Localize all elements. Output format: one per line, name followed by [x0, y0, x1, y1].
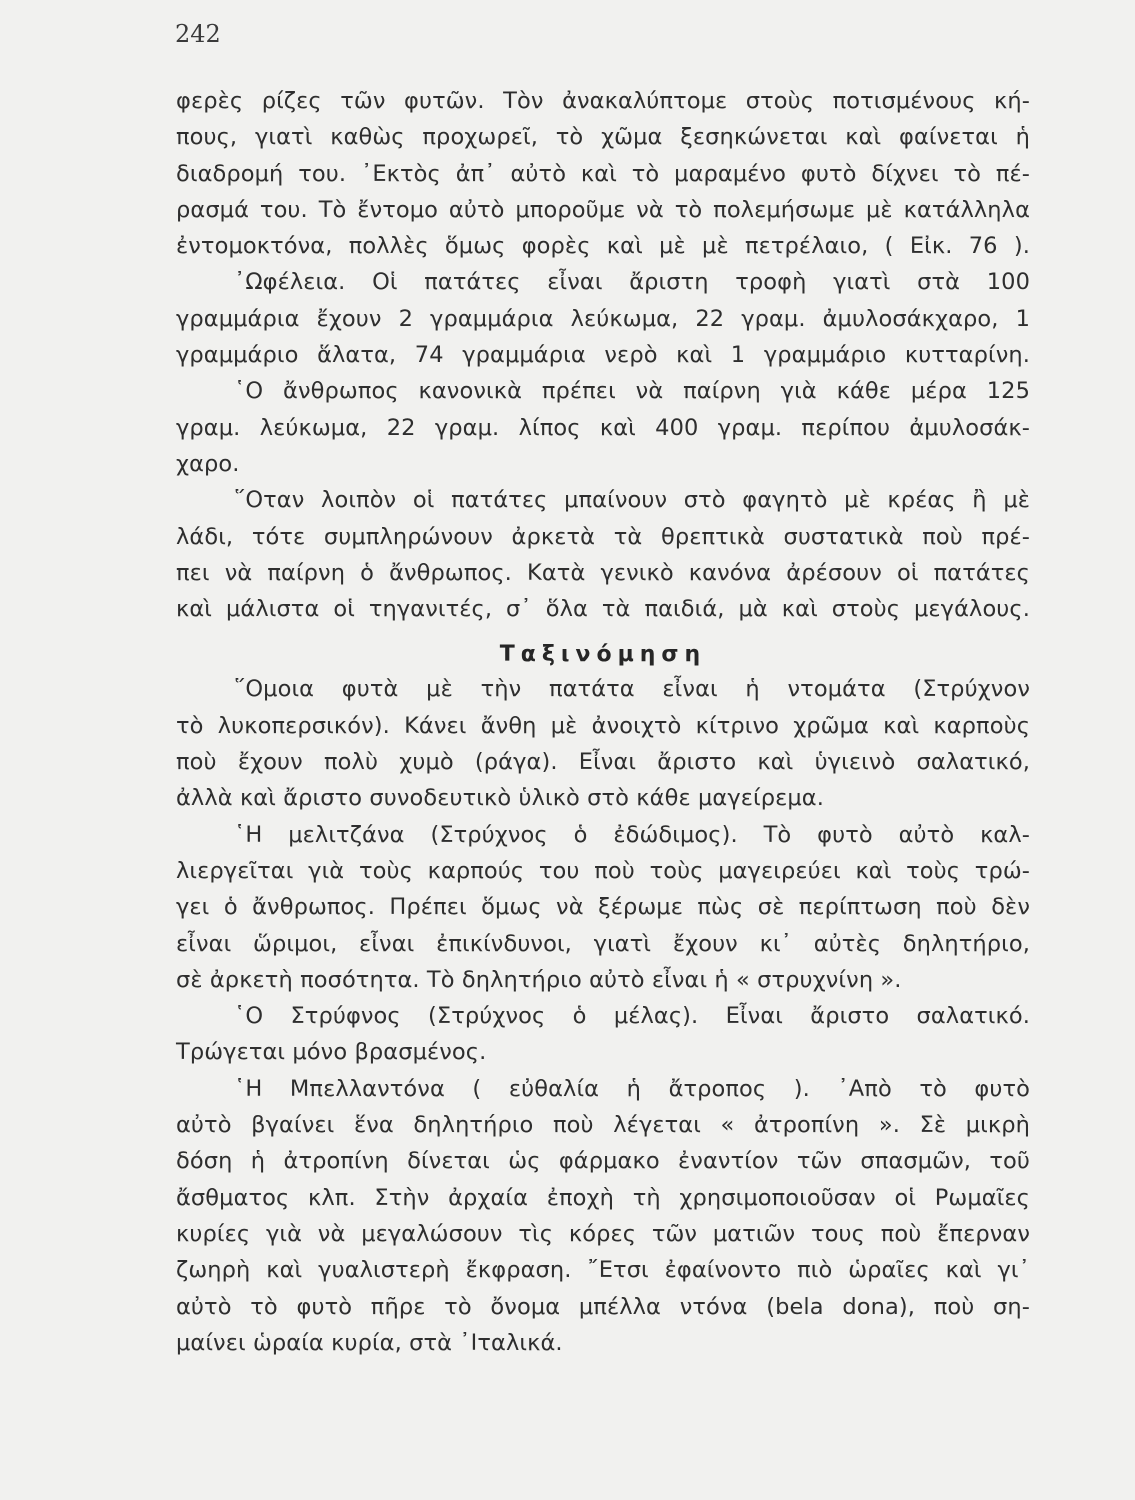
paragraphs-before-heading: [176, 83, 1030, 627]
body-text: [176, 83, 1030, 1361]
text-line: γραμ. λεύκωμα, 22 γραμ. λίπος καὶ 400 γραμ. περίπου ἀμυλοσάκ-: [176, 414, 1030, 441]
text-line: ρασμά του. Τὸ ἔντομο αὐτὸ μποροῦμε νὰ τὸ πολεμήσωμε μὲ κατάλληλα: [176, 196, 1030, 223]
text-line: κυρίες γιὰ νὰ μεγαλώσουν τὶς κόρες τῶν ματιῶν τους ποὺ ἔπερναν: [176, 1220, 1030, 1247]
text-line: ᾿Ωφέλεια. Οἱ πατάτες εἶναι ἄριστη τροφὴ γιατὶ στὰ 100: [234, 269, 1030, 296]
text-line: ἀλλὰ καὶ ἄριστο συνοδευτικὸ ὑλικὸ στὸ κάθε μαγείρεμα.: [176, 785, 824, 812]
text-line: τὸ λυκοπερσικόν). Κάνει ἄνθη μὲ ἀνοιχτὸ κίτρινο χρῶμα καὶ καρποὺς: [176, 712, 1030, 739]
text-line: ῾Ο Στρύφνος (Στρύχνος ὁ μέλας). Εἶναι ἄριστο σαλατικό.: [234, 1003, 1030, 1030]
text-line: Τρώγεται μόνο βρασμένος.: [176, 1039, 487, 1066]
text-line: χαρο.: [176, 450, 240, 477]
text-line: ῾Ο ἄνθρωπος κανονικὰ πρέπει νὰ παίρνη γιὰ κάθε μέρα 125: [234, 378, 1030, 405]
paragraphs-after-heading: [176, 671, 1030, 1361]
text-line: καὶ μάλιστα οἱ τηγανιτές, σ᾿ ὅλα τὰ παιδιά, μὰ καὶ στοὺς μεγάλους.: [176, 596, 1030, 623]
text-line: φερὲς ρίζες τῶν φυτῶν. Τὸν ἀνακαλύπτομε στοὺς ποτισμένους κή-: [176, 88, 1030, 114]
text-line: γραμμάρια ἔχουν 2 γραμμάρια λεύκωμα, 22 γραμ. ἀμυλοσάκχαρο, 1: [176, 305, 1030, 332]
text-line: ἄσθματος κλπ. Στὴν ἀρχαία ἐποχὴ τὴ χρησιμοποιοῦσαν οἱ Ρωμαῖες: [176, 1184, 1030, 1211]
text-line: ποὺ ἔχουν πολὺ χυμὸ (ράγα). Εἶναι ἄριστο καὶ ὑγιεινὸ σαλατικό,: [176, 749, 1030, 776]
text-line: ῾Η μελιτζάνα (Στρύχνος ὁ ἐδώδιμος). Τὸ φυτὸ αὐτὸ καλ-: [234, 821, 1030, 848]
text-line: πει νὰ παίρνη ὁ ἄνθρωπος. Κατὰ γενικὸ κανόνα ἀρέσουν οἱ πατάτες: [176, 559, 1030, 586]
text-line: δόση ἡ ἀτροπίνη δίνεται ὡς φάρμακο ἐναντίον τῶν σπασμῶν, τοῦ: [176, 1148, 1030, 1175]
text-line: ῞Ομοια φυτὰ μὲ τὴν πατάτα εἶναι ἡ ντομάτα (Στρύχνον: [234, 676, 1030, 703]
text-line: ζωηρὴ καὶ γυαλιστερὴ ἔκφραση. ῎Ετσι ἐφαίνοντο πιὸ ὡραῖες καὶ γι᾿: [176, 1257, 1030, 1284]
text-line: πους, γιατὶ καθὼς προχωρεῖ, τὸ χῶμα ξεσηκώνεται καὶ φαίνεται ἡ: [176, 124, 1030, 151]
text-line: ἐντομοκτόνα, πολλὲς ὅμως φορὲς καὶ μὲ μὲ πετρέλαιο, ( Εἰκ. 76 ).: [176, 233, 1030, 260]
text-line: λιεργεῖται γιὰ τοὺς καρπούς του ποὺ τοὺς μαγειρεύει καὶ τοὺς τρώ-: [176, 857, 1030, 884]
page-number: 242: [175, 20, 221, 48]
text-line: διαδρομή του. ᾿Εκτὸς ἀπ᾿ αὐτὸ καὶ τὸ μαραμένο φυτὸ δίχνει τὸ πέ-: [176, 160, 1030, 187]
text-line: αὐτὸ τὸ φυτὸ πῆρε τὸ ὄνομα μπέλλα ντόνα (bela dona), ποὺ ση-: [176, 1293, 1030, 1320]
text-line: αὐτὸ βγαίνει ἕνα δηλητήριο ποὺ λέγεται « ἀτροπίνη ». Σὲ μικρὴ: [176, 1112, 1030, 1139]
text-line: σὲ ἀρκετὴ ποσότητα. Τὸ δηλητήριο αὐτὸ εἶναι ἡ « στρυχνίνη ».: [176, 966, 902, 993]
text-line: ῞Οταν λοιπὸν οἱ πατάτες μπαίνουν στὸ φαγητὸ μὲ κρέας ἢ μὲ: [234, 487, 1030, 514]
text-line: ῾Η Μπελλαντόνα ( εὐθαλία ἡ ἄτροπος ). ᾿Απὸ τὸ φυτὸ: [234, 1075, 1030, 1102]
section-heading: Ταξινόμηση: [499, 642, 707, 668]
text-line: γραμμάριο ἅλατα, 74 γραμμάρια νερὸ καὶ 1 γραμμάριο κυτταρίνη.: [176, 342, 1030, 369]
text-line: μαίνει ὡραία κυρία, στὰ ᾿Ιταλικά.: [176, 1329, 563, 1356]
text-line: εἶναι ὥριμοι, εἶναι ἐπικίνδυνοι, γιατὶ ἔχουν κι᾿ αὐτὲς δηλητήριο,: [176, 930, 1030, 957]
text-line: γει ὁ ἄνθρωπος. Πρέπει ὅμως νὰ ξέρωμε πὼς σὲ περίπτωση ποὺ δὲν: [176, 894, 1030, 921]
text-line: λάδι, τότε συμπληρώνουν ἀρκετὰ τὰ θρεπτικὰ συστατικὰ ποὺ πρέ-: [176, 523, 1030, 550]
